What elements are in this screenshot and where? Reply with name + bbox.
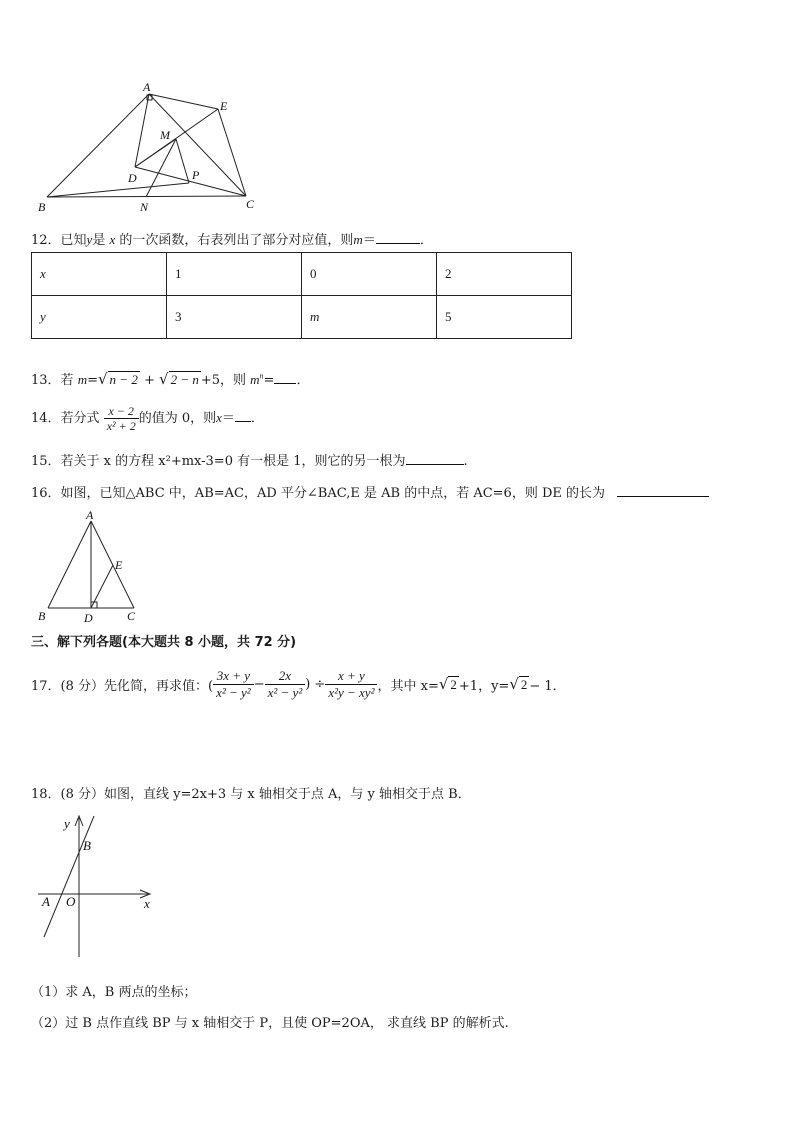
q14-fraction <box>104 404 139 433</box>
q12-mid1: 是 <box>92 233 106 248</box>
fraction-denominator: x² + 2 <box>104 418 139 433</box>
table-row <box>32 296 572 339</box>
q13-tail: +5，则 <box>200 373 251 388</box>
q13-radicand-2: 2 − n <box>170 372 199 387</box>
sqrt-icon: √ <box>97 370 108 388</box>
q17-mid: ，其中 x= <box>377 678 439 694</box>
fraction-numerator: 3x + y <box>216 667 251 683</box>
q16-text: 16．如图，已知△ABC 中，AB=AC，AD 平分∠BAC,E 是 AB 的中点，若 AC=6，则 DE 的长为 <box>31 486 605 501</box>
question-16 <box>31 482 709 501</box>
q13-eq2: = <box>263 373 275 388</box>
q17-minus: − <box>253 676 265 692</box>
label-x: x <box>144 896 150 911</box>
figure-q11 <box>30 80 270 215</box>
label-E: E <box>115 558 123 572</box>
sqrt-icon: √ <box>159 370 169 388</box>
q14-mid: 的值为 0，则 <box>138 411 217 426</box>
answer-blank <box>235 409 251 422</box>
q13-n: n <box>259 371 264 381</box>
q13-m: m <box>77 372 88 387</box>
label-D: D <box>84 611 93 625</box>
table-cell: x <box>32 253 167 296</box>
q17-close: ) ÷ <box>305 676 326 692</box>
q17-radicand-2: 2 <box>520 676 528 692</box>
question-18: 18．(8 分）如图，直线 y=2x+3 与 x 轴相交于点 A，与 y 轴相交于点 B． <box>31 787 471 802</box>
sqrt-icon: √ <box>438 675 449 693</box>
answer-blank <box>274 371 296 384</box>
value-table <box>31 252 572 339</box>
label-A: A <box>86 508 94 522</box>
figure-q18 <box>34 812 164 967</box>
q17-fraction-3 <box>325 668 377 701</box>
q13-m2: m <box>250 372 260 387</box>
q14-eq: ＝ <box>221 411 235 426</box>
table-cell: 5 <box>437 296 572 339</box>
q12-end: ． <box>419 233 433 248</box>
q12-m: m <box>353 232 363 247</box>
label-D: D <box>128 171 137 185</box>
table-cell: 2 <box>437 253 572 296</box>
q12-eq: ＝ <box>362 233 376 248</box>
answer-blank <box>406 452 464 465</box>
q12-x: x <box>109 232 116 247</box>
sqrt-icon: √ <box>509 675 519 693</box>
question-12 <box>31 229 433 248</box>
question-14 <box>31 404 264 433</box>
q13-plus: + <box>139 373 159 388</box>
q14-x: x <box>216 410 222 425</box>
q14-prefix: 14．若分式 <box>31 411 100 426</box>
label-C: C <box>246 197 255 211</box>
label-y: y <box>64 816 70 831</box>
label-E: E <box>220 99 228 113</box>
q17-minus1: − 1． <box>529 678 566 694</box>
question-13 <box>31 369 309 388</box>
label-A: A <box>143 80 151 94</box>
q13-end: ． <box>296 373 310 388</box>
q17-plus1: +1，y= <box>458 678 510 694</box>
figure-q16 <box>34 508 144 628</box>
label-O: O <box>66 894 76 909</box>
table-cell: 0 <box>302 253 437 296</box>
q13-prefix: 13．若 <box>31 373 78 388</box>
fraction-numerator: x − 2 <box>108 404 134 418</box>
fraction-numerator: 2x <box>278 667 292 683</box>
label-M: M <box>160 128 170 142</box>
label-N: N <box>140 200 149 214</box>
q18-sub1: （1）求 A，B 两点的坐标； <box>31 985 197 1000</box>
q15-end: . <box>463 454 468 469</box>
label-C: C <box>127 609 136 623</box>
answer-blank <box>617 484 709 497</box>
table-cell: y <box>32 296 167 339</box>
q17-prefix: 17．(8 分）先化简，再求值：( <box>31 678 214 694</box>
table-cell: 1 <box>167 253 302 296</box>
fraction-denominator: x²y − xy² <box>325 684 377 701</box>
q12-y: y <box>86 232 93 247</box>
label-P: P <box>192 168 200 182</box>
question-15 <box>31 450 468 469</box>
table-cell: m <box>302 296 437 339</box>
fraction-denominator: x² − y² <box>213 684 254 701</box>
fraction-numerator: x + y <box>338 667 365 683</box>
q15-text: 15．若关于 x 的方程 x²+mx-3=0 有一根是 1，则它的另一根为 <box>31 454 406 469</box>
table-cell: 3 <box>167 296 302 339</box>
q13-radicand-1: n − 2 <box>109 372 138 387</box>
label-B: B <box>38 609 46 623</box>
q18-sub2: （2）过 B 点作直线 BP 与 x 轴相交于 P，且使 OP=2OA， 求直线 BP 的解析式. <box>31 1016 509 1031</box>
q14-end: ． <box>250 411 264 426</box>
fraction-denominator: x² − y² <box>265 684 306 701</box>
q13-eq: = <box>87 373 98 388</box>
answer-blank <box>376 231 420 244</box>
label-A: A <box>42 894 50 909</box>
q12-mid2: 的一次函数，右表列出了部分对应值，则 <box>119 233 354 248</box>
label-B: B <box>38 200 46 214</box>
section-heading: 三、解下列各题(本大题共 8 小题，共 72 分) <box>31 635 297 650</box>
label-B: B <box>83 838 91 853</box>
q17-radicand-1: 2 <box>450 676 457 692</box>
table-row <box>32 253 572 296</box>
question-17 <box>31 663 566 705</box>
q17-fraction-2 <box>265 668 306 701</box>
q17-fraction-1 <box>213 668 254 701</box>
q12-prefix: 12．已知 <box>31 233 87 248</box>
